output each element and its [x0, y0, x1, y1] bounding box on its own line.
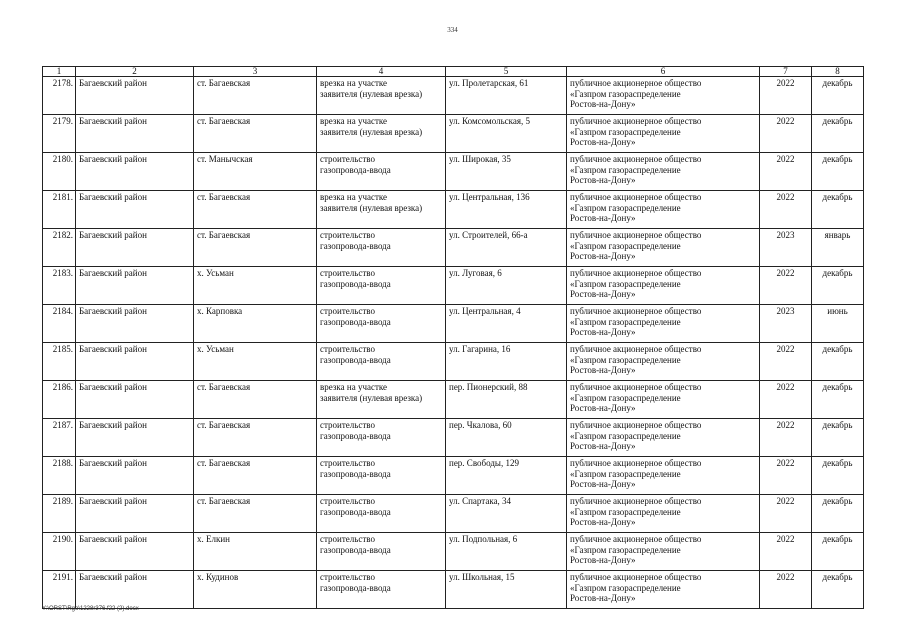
address-cell — [446, 153, 567, 191]
month-cell — [812, 533, 864, 571]
organization-cell — [567, 457, 760, 495]
organization-cell-text: «Газпром газораспределение — [570, 468, 681, 479]
settlement-cell-text: ст. Багаевская — [197, 458, 251, 468]
year-cell-text: 2022 — [776, 382, 795, 392]
organization-cell — [567, 419, 760, 457]
organization-cell-text: публичное акционерное общество — [570, 534, 702, 544]
year-cell-text: 2023 — [776, 230, 795, 240]
settlement-cell — [194, 305, 317, 343]
table-row — [43, 495, 864, 533]
settlement-cell-text: х. Кудинов — [197, 572, 239, 582]
work-type-cell-text: врезка на участке — [320, 78, 388, 88]
work-type-cell — [317, 115, 446, 153]
row-number-cell-text: 2188. — [52, 458, 73, 468]
address-cell-text: ул. Комсомольская, 5 — [449, 116, 531, 126]
table-row — [43, 267, 864, 305]
organization-cell-text: Ростов-на-Дону» — [570, 441, 636, 452]
work-type-cell-text: газопровода-ввода — [320, 278, 391, 289]
settlement-cell — [194, 457, 317, 495]
year-cell — [760, 305, 812, 343]
address-cell-text: пер. Чкалова, 60 — [449, 420, 512, 430]
district-cell — [76, 267, 194, 305]
address-cell — [446, 571, 567, 609]
month-cell-text: декабрь — [822, 534, 853, 544]
work-type-cell-text: газопровода-ввода — [320, 468, 391, 479]
row-number-cell-text: 2189. — [52, 496, 73, 506]
organization-cell — [567, 495, 760, 533]
table-row — [43, 419, 864, 457]
settlement-cell-text: ст. Багаевская — [197, 230, 251, 240]
year-cell-text: 2022 — [776, 534, 795, 544]
row-number-cell — [43, 191, 76, 229]
work-type-cell-text: строительство — [320, 268, 375, 278]
organization-cell-text: Ростов-на-Дону» — [570, 251, 636, 262]
organization-cell-text: публичное акционерное общество — [570, 154, 702, 164]
address-cell — [446, 191, 567, 229]
district-cell-text: Багаевский район — [79, 154, 147, 164]
work-type-cell-text: строительство — [320, 230, 375, 240]
column-number: 6 — [567, 67, 760, 77]
row-number-cell — [43, 381, 76, 419]
settlement-cell-text: х. Усьман — [197, 268, 234, 278]
settlement-cell — [194, 115, 317, 153]
organization-cell — [567, 305, 760, 343]
work-type-cell-text: строительство — [320, 572, 375, 582]
month-cell — [812, 77, 864, 115]
month-cell — [812, 419, 864, 457]
table-row — [43, 343, 864, 381]
column-number: 4 — [317, 67, 446, 77]
year-cell — [760, 381, 812, 419]
month-cell-text: декабрь — [822, 192, 853, 202]
month-cell — [812, 115, 864, 153]
work-type-cell-text: строительство — [320, 458, 375, 468]
row-number-cell-text: 2182. — [52, 230, 73, 240]
settlement-cell-text: ст. Манычская — [197, 154, 253, 164]
settlement-cell — [194, 381, 317, 419]
work-type-cell-text: заявителя (нулевая врезка) — [320, 392, 423, 403]
row-number-cell-text: 2180. — [52, 154, 73, 164]
district-cell-text: Багаевский район — [79, 534, 147, 544]
district-cell — [76, 495, 194, 533]
organization-cell-text: Ростов-на-Дону» — [570, 327, 636, 338]
row-number-cell — [43, 305, 76, 343]
organization-cell-text: публичное акционерное общество — [570, 78, 702, 88]
organization-cell-text: публичное акционерное общество — [570, 496, 702, 506]
address-cell-text: пер. Пионерский, 88 — [449, 382, 528, 392]
organization-cell — [567, 343, 760, 381]
district-cell-text: Багаевский район — [79, 78, 147, 88]
year-cell-text: 2022 — [776, 116, 795, 126]
district-cell — [76, 115, 194, 153]
month-cell-text: декабрь — [822, 572, 853, 582]
table-row — [43, 571, 864, 609]
year-cell — [760, 457, 812, 495]
row-number-cell-text: 2185. — [52, 344, 73, 354]
row-number-cell — [43, 153, 76, 191]
address-cell-text: ул. Центральная, 4 — [449, 306, 521, 316]
table-row — [43, 115, 864, 153]
organization-cell-text: «Газпром газораспределение — [570, 88, 681, 99]
address-cell — [446, 495, 567, 533]
month-cell — [812, 571, 864, 609]
address-cell — [446, 77, 567, 115]
address-cell — [446, 419, 567, 457]
address-cell — [446, 305, 567, 343]
work-type-cell-text: врезка на участке — [320, 116, 388, 126]
year-cell — [760, 115, 812, 153]
year-cell — [760, 229, 812, 267]
month-cell — [812, 381, 864, 419]
organization-cell-text: публичное акционерное общество — [570, 192, 702, 202]
address-cell — [446, 343, 567, 381]
district-cell-text: Багаевский район — [79, 268, 147, 278]
settlement-cell-text: х. Елкин — [197, 534, 230, 544]
row-number-cell-text: 2186. — [52, 382, 73, 392]
table-row — [43, 191, 864, 229]
work-type-cell-text: врезка на участке — [320, 382, 388, 392]
year-cell — [760, 571, 812, 609]
month-cell-text: декабрь — [822, 116, 853, 126]
row-number-cell-text: 2178. — [52, 78, 73, 88]
settlement-cell-text: ст. Багаевская — [197, 192, 251, 202]
organization-cell-text: публичное акционерное общество — [570, 268, 702, 278]
work-type-cell — [317, 571, 446, 609]
year-cell — [760, 343, 812, 381]
work-type-cell — [317, 191, 446, 229]
organization-cell — [567, 77, 760, 115]
organization-cell — [567, 229, 760, 267]
work-type-cell — [317, 457, 446, 495]
organization-cell-text: Ростов-на-Дону» — [570, 593, 636, 604]
month-cell — [812, 229, 864, 267]
address-cell-text: ул. Широкая, 35 — [449, 154, 511, 164]
work-type-cell-text: строительство — [320, 306, 375, 316]
month-cell-text: июнь — [827, 306, 848, 316]
year-cell — [760, 419, 812, 457]
month-cell — [812, 457, 864, 495]
district-cell — [76, 77, 194, 115]
organization-cell — [567, 115, 760, 153]
work-type-cell-text: строительство — [320, 496, 375, 506]
year-cell-text: 2022 — [776, 496, 795, 506]
organization-cell-text: «Газпром газораспределение — [570, 126, 681, 137]
table-row — [43, 153, 864, 191]
work-type-cell — [317, 495, 446, 533]
work-type-cell-text: газопровода-ввода — [320, 430, 391, 441]
work-type-cell — [317, 305, 446, 343]
organization-cell-text: Ростов-на-Дону» — [570, 213, 636, 224]
organization-cell — [567, 571, 760, 609]
row-number-cell — [43, 533, 76, 571]
settlement-cell — [194, 229, 317, 267]
district-cell — [76, 419, 194, 457]
row-number-cell-text: 2183. — [52, 268, 73, 278]
organization-cell-text: публичное акционерное общество — [570, 572, 702, 582]
organization-cell-text: Ростов-на-Дону» — [570, 403, 636, 414]
row-number-cell-text: 2187. — [52, 420, 73, 430]
month-cell — [812, 495, 864, 533]
row-number-cell — [43, 495, 76, 533]
page-number: 334 — [447, 26, 458, 34]
month-cell-text: декабрь — [822, 268, 853, 278]
row-number-cell — [43, 343, 76, 381]
settlement-cell-text: х. Усьман — [197, 344, 234, 354]
organization-cell — [567, 381, 760, 419]
work-type-cell — [317, 533, 446, 571]
work-type-cell-text: строительство — [320, 420, 375, 430]
row-number-cell — [43, 419, 76, 457]
district-cell-text: Багаевский район — [79, 572, 147, 582]
month-cell-text: январь — [824, 230, 851, 240]
row-number-cell-text: 2191. — [52, 572, 73, 582]
year-cell — [760, 153, 812, 191]
organization-cell — [567, 191, 760, 229]
column-number: 5 — [446, 67, 567, 77]
organization-cell-text: «Газпром газораспределение — [570, 240, 681, 251]
organization-cell-text: «Газпром газораспределение — [570, 506, 681, 517]
work-type-cell-text: врезка на участке — [320, 192, 388, 202]
settlement-cell-text: ст. Багаевская — [197, 420, 251, 430]
row-number-cell — [43, 77, 76, 115]
address-cell-text: ул. Школьная, 15 — [449, 572, 515, 582]
year-cell — [760, 495, 812, 533]
district-cell — [76, 229, 194, 267]
settlement-cell — [194, 533, 317, 571]
district-cell — [76, 191, 194, 229]
year-cell-text: 2022 — [776, 78, 795, 88]
settlement-cell-text: ст. Багаевская — [197, 382, 251, 392]
row-number-cell — [43, 115, 76, 153]
organization-cell-text: публичное акционерное общество — [570, 116, 702, 126]
month-cell — [812, 153, 864, 191]
settlement-cell — [194, 419, 317, 457]
organization-cell-text: Ростов-на-Дону» — [570, 365, 636, 376]
settlement-cell-text: ст. Багаевская — [197, 116, 251, 126]
organization-cell — [567, 153, 760, 191]
organization-cell-text: публичное акционерное общество — [570, 306, 702, 316]
organization-cell-text: «Газпром газораспределение — [570, 544, 681, 555]
district-cell — [76, 457, 194, 495]
organization-cell — [567, 267, 760, 305]
settlement-cell — [194, 571, 317, 609]
row-number-cell — [43, 267, 76, 305]
work-type-cell — [317, 419, 446, 457]
settlement-cell — [194, 267, 317, 305]
work-type-cell — [317, 153, 446, 191]
district-cell — [76, 343, 194, 381]
organization-cell-text: Ростов-на-Дону» — [570, 479, 636, 490]
work-type-cell — [317, 229, 446, 267]
row-number-cell-text: 2190. — [52, 534, 73, 544]
month-cell-text: декабрь — [822, 154, 853, 164]
table-row — [43, 305, 864, 343]
organization-cell-text: Ростов-на-Дону» — [570, 555, 636, 566]
organization-cell-text: «Газпром газораспределение — [570, 316, 681, 327]
year-cell-text: 2022 — [776, 154, 795, 164]
work-type-cell-text: строительство — [320, 534, 375, 544]
row-number-cell — [43, 571, 76, 609]
district-cell-text: Багаевский район — [79, 420, 147, 430]
settlement-cell-text: ст. Багаевская — [197, 496, 251, 506]
table-row — [43, 533, 864, 571]
work-type-cell — [317, 77, 446, 115]
table-row — [43, 77, 864, 115]
district-cell-text: Багаевский район — [79, 496, 147, 506]
row-number-cell — [43, 229, 76, 267]
organization-cell-text: «Газпром газораспределение — [570, 164, 681, 175]
address-cell-text: ул. Подпольная, 6 — [449, 534, 518, 544]
column-number: 8 — [812, 67, 864, 77]
year-cell-text: 2022 — [776, 344, 795, 354]
work-type-cell-text: заявителя (нулевая врезка) — [320, 126, 423, 137]
month-cell — [812, 267, 864, 305]
organization-cell-text: «Газпром газораспределение — [570, 278, 681, 289]
organization-cell-text: «Газпром газораспределение — [570, 582, 681, 593]
table-row — [43, 381, 864, 419]
row-number-cell — [43, 457, 76, 495]
address-cell-text: ул. Луговая, 6 — [449, 268, 502, 278]
organization-cell-text: «Газпром газораспределение — [570, 354, 681, 365]
year-cell — [760, 267, 812, 305]
month-cell-text: декабрь — [822, 496, 853, 506]
address-cell-text: ул. Гагарина, 16 — [449, 344, 511, 354]
address-cell — [446, 381, 567, 419]
organization-cell-text: публичное акционерное общество — [570, 458, 702, 468]
district-cell-text: Багаевский район — [79, 116, 147, 126]
district-cell-text: Багаевский район — [79, 458, 147, 468]
work-type-cell-text: газопровода-ввода — [320, 544, 391, 555]
month-cell — [812, 343, 864, 381]
organization-cell-text: публичное акционерное общество — [570, 230, 702, 240]
settlement-cell-text: ст. Багаевская — [197, 78, 251, 88]
table-row — [43, 457, 864, 495]
work-type-cell-text: строительство — [320, 344, 375, 354]
address-cell-text: ул. Пролетарская, 61 — [449, 78, 529, 88]
address-cell — [446, 533, 567, 571]
address-cell — [446, 115, 567, 153]
settlement-cell — [194, 77, 317, 115]
organization-cell-text: «Газпром газораспределение — [570, 392, 681, 403]
organization-cell-text: «Газпром газораспределение — [570, 430, 681, 441]
work-type-cell-text: газопровода-ввода — [320, 240, 391, 251]
work-type-cell — [317, 343, 446, 381]
district-cell — [76, 381, 194, 419]
district-cell — [76, 153, 194, 191]
month-cell — [812, 305, 864, 343]
year-cell-text: 2022 — [776, 458, 795, 468]
organization-cell-text: публичное акционерное общество — [570, 382, 702, 392]
district-cell-text: Багаевский район — [79, 230, 147, 240]
column-number: 1 — [43, 67, 76, 77]
work-type-cell-text: строительство — [320, 154, 375, 164]
year-cell — [760, 191, 812, 229]
work-type-cell-text: газопровода-ввода — [320, 354, 391, 365]
work-type-cell-text: газопровода-ввода — [320, 582, 391, 593]
address-cell-text: пер. Свободы, 129 — [449, 458, 519, 468]
month-cell-text: декабрь — [822, 78, 853, 88]
settlement-cell — [194, 495, 317, 533]
document-file-path: Y:\ORST\Rgo\1228r376.f22 (2).docx — [42, 606, 139, 612]
month-cell-text: декабрь — [822, 344, 853, 354]
work-type-cell-text: газопровода-ввода — [320, 164, 391, 175]
address-cell — [446, 457, 567, 495]
column-number-row — [43, 67, 864, 77]
column-number: 2 — [76, 67, 194, 77]
month-cell — [812, 191, 864, 229]
settlement-cell — [194, 153, 317, 191]
organization-cell-text: Ростов-на-Дону» — [570, 289, 636, 300]
district-cell-text: Багаевский район — [79, 192, 147, 202]
address-cell-text: ул. Строителей, 66-а — [449, 230, 528, 240]
organization-cell-text: публичное акционерное общество — [570, 344, 702, 354]
column-number: 3 — [194, 67, 317, 77]
organization-cell-text: Ростов-на-Дону» — [570, 137, 636, 148]
address-cell-text: ул. Центральная, 136 — [449, 192, 530, 202]
work-type-cell-text: газопровода-ввода — [320, 316, 391, 327]
settlement-cell — [194, 191, 317, 229]
month-cell-text: декабрь — [822, 420, 853, 430]
month-cell-text: декабрь — [822, 382, 853, 392]
district-cell — [76, 571, 194, 609]
organization-cell-text: «Газпром газораспределение — [570, 202, 681, 213]
work-type-cell — [317, 381, 446, 419]
year-cell-text: 2022 — [776, 268, 795, 278]
row-number-cell-text: 2181. — [52, 192, 73, 202]
column-number: 7 — [760, 67, 812, 77]
year-cell-text: 2022 — [776, 420, 795, 430]
table-row — [43, 229, 864, 267]
address-cell — [446, 229, 567, 267]
district-cell — [76, 305, 194, 343]
district-cell-text: Багаевский район — [79, 382, 147, 392]
district-cell — [76, 533, 194, 571]
organization-cell — [567, 533, 760, 571]
year-cell — [760, 533, 812, 571]
work-type-cell-text: заявителя (нулевая врезка) — [320, 88, 423, 99]
year-cell-text: 2022 — [776, 572, 795, 582]
district-cell-text: Багаевский район — [79, 306, 147, 316]
year-cell — [760, 77, 812, 115]
address-cell-text: ул. Спартака, 34 — [449, 496, 512, 506]
organization-cell-text: Ростов-на-Дону» — [570, 517, 636, 528]
settlement-cell — [194, 343, 317, 381]
organization-cell-text: публичное акционерное общество — [570, 420, 702, 430]
gasification-schedule-table — [42, 66, 864, 609]
month-cell-text: декабрь — [822, 458, 853, 468]
work-type-cell — [317, 267, 446, 305]
organization-cell-text: Ростов-на-Дону» — [570, 175, 636, 186]
row-number-cell-text: 2184. — [52, 306, 73, 316]
year-cell-text: 2022 — [776, 192, 795, 202]
organization-cell-text: Ростов-на-Дону» — [570, 99, 636, 110]
settlement-cell-text: х. Карповка — [197, 306, 243, 316]
year-cell-text: 2023 — [776, 306, 795, 316]
district-cell-text: Багаевский район — [79, 344, 147, 354]
row-number-cell-text: 2179. — [52, 116, 73, 126]
address-cell — [446, 267, 567, 305]
work-type-cell-text: газопровода-ввода — [320, 506, 391, 517]
work-type-cell-text: заявителя (нулевая врезка) — [320, 202, 423, 213]
